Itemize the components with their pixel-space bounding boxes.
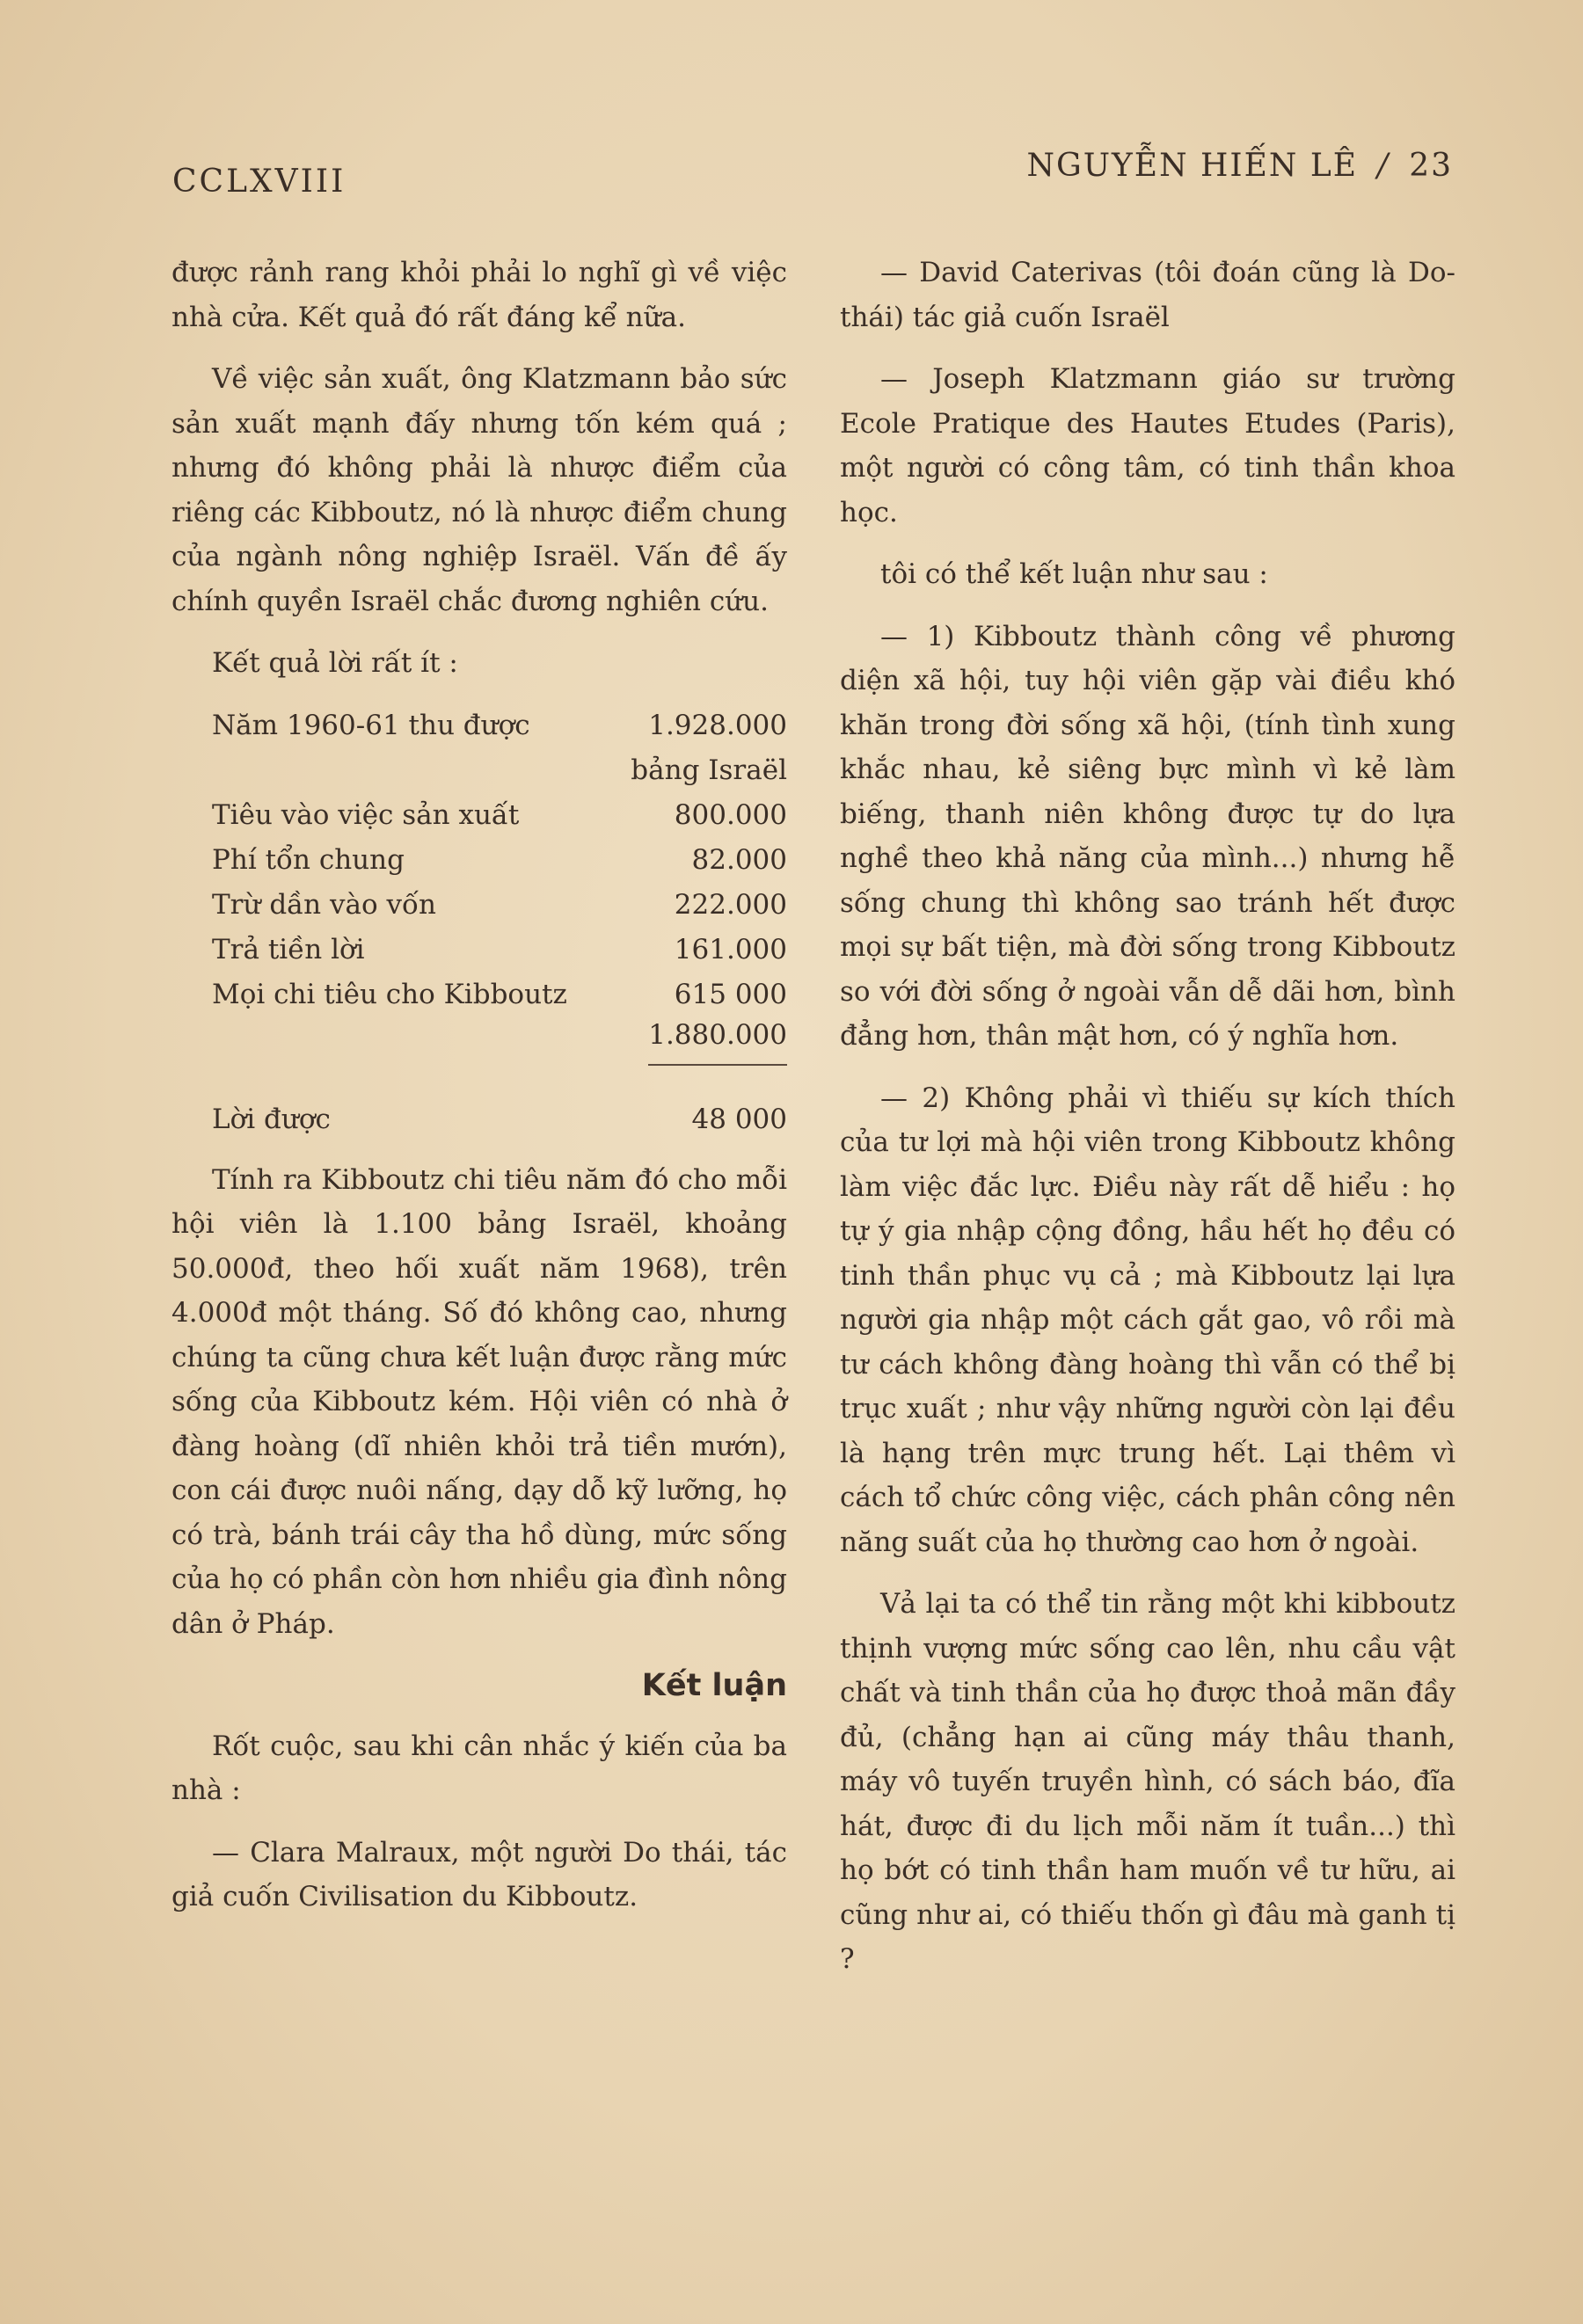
left-column — [171, 251, 787, 1937]
paragraph: — Clara Malraux, một người Do thái, tác giả cuốn Civilisation du Kibboutz. — [171, 1836, 787, 1912]
row-amount: 161.000 — [674, 933, 787, 965]
table-row — [212, 1097, 787, 1142]
row-label: Phí tổn chung — [212, 843, 405, 876]
page-header-author — [1026, 148, 1453, 184]
row-amount: 615 000 — [674, 978, 787, 1010]
row-amount: 1.880.000 — [648, 1013, 787, 1067]
row-amount: 1.928.000 — [648, 709, 787, 741]
row-amount: 222.000 — [674, 888, 787, 921]
paragraph: — David Caterivas (tôi đoán cũng là Do-thái) tác giả cuốn Israël — [840, 257, 1455, 333]
table-row — [212, 928, 787, 973]
paragraph: tôi có thể kết luận như sau : — [880, 558, 1268, 590]
table-row — [212, 973, 787, 1017]
section-heading: Kết luận — [641, 1668, 787, 1703]
row-label: Mọi chi tiêu cho Kibboutz — [212, 978, 567, 1010]
row-label: Năm 1960-61 thu được — [212, 709, 530, 741]
paragraph: Vả lại ta có thể tin rằng một khi kibboutz thịnh vượng mức sống cao lên, nhu cầu vật chất và tinh thần của họ được thoả mãn đầy đủ, (chẳng hạn ai cũng máy thâu thanh, máy vô tuyến truyền hình, có sách báo, đĩa hát, được đi du lịch mỗi năm ít tuần...) thì họ bớt có tinh thần ham muốn về tư hữu, ai cũng như ai, có thiếu thốn gì đâu mà ganh tị ? — [840, 1588, 1455, 1975]
header-separator: / — [1377, 148, 1390, 184]
paragraph: Rốt cuộc, sau khi cân nhắc ý kiến của ba nhà : — [171, 1730, 787, 1806]
paragraph: — Joseph Klatzmann giáo sư trường Ecole Pratique des Hautes Etudes (Paris), một người có công tâm, có tinh thần khoa học. — [840, 363, 1455, 528]
row-label: Lời được — [212, 1103, 331, 1135]
right-column — [840, 251, 1455, 2000]
paragraph: được rảnh rang khỏi phải lo nghĩ gì về việc nhà cửa. Kết quả đó rất đáng kể nữa. — [171, 257, 787, 333]
paragraph: Tính ra Kibboutz chi tiêu năm đó cho mỗi hội viên là 1.100 bảng Israël, khoảng 50.000đ, theo hối xuất năm 1968), trên 4.000đ một tháng. Số đó không cao, nhưng chúng ta cũng chưa kết luận được rằng mức sống của Kibboutz kém. Hội viên có nhà ở đàng hoàng (dĩ nhiên khỏi trả tiền mướn), con cái được nuôi nấng, dạy dỗ kỹ lưỡng, họ có trà, bánh trái cây tha hồ dùng, mức sống của họ có phần còn hơn nhiều gia đình nông dân ở Pháp. — [171, 1163, 787, 1640]
table-row — [212, 793, 787, 838]
accounting-table — [212, 703, 787, 1142]
page-header-roman-numeral: CCLXVIII — [172, 164, 347, 200]
row-label: Tiêu vào việc sản xuất — [212, 798, 520, 831]
row-label: Trả tiền lời — [212, 933, 365, 965]
row-amount: 800.000 — [674, 798, 787, 831]
paragraph: — 2) Không phải vì thiếu sự kích thích của tư lợi mà hội viên trong Kibboutz không làm việc đắc lực. Điều này rất dễ hiểu : họ tự ý gia nhập cộng đồng, hầu hết họ đều có tinh thần phục vụ cả ; mà Kibboutz lại lựa người gia nhập một cách gắt gao, vô rồi mà tư cách không đàng hoàng thì vẫn có thể bị trục xuất ; như vậy những người còn lại đều là hạng trên mực trung hết. Lại thêm vì cách tổ chức công việc, cách phân công nên năng suất của họ thường cao hơn ở ngoài. — [840, 1082, 1455, 1558]
table-row — [212, 703, 787, 748]
row-amount: 48 000 — [691, 1103, 787, 1135]
author-name: NGUYỄN HIẾN LÊ — [1026, 148, 1359, 184]
row-label: Trừ dần vào vốn — [212, 888, 436, 921]
paragraph: Kết quả lời rất ít : — [212, 647, 458, 679]
table-row-total — [212, 1017, 787, 1062]
paragraph: Về việc sản xuất, ông Klatzmann bảo sức sản xuất mạnh đấy nhưng tốn kém quá ; nhưng đó không phải là nhược điểm của riêng các Kibboutz, nó là nhược điểm chung của ngành nông nghiệp Israël. Vấn đề ấy chính quyền Israël chắc đương nghiên cứu. — [171, 363, 787, 617]
table-row — [212, 748, 787, 793]
page-number: 23 — [1409, 148, 1453, 184]
table-row — [212, 838, 787, 883]
row-amount: 82.000 — [691, 843, 787, 876]
row-amount: bảng Israël — [631, 754, 787, 786]
paragraph: — 1) Kibboutz thành công về phương diện xã hội, tuy hội viên gặp vài điều khó khăn trong đời sống xã hội, (tính tình xung khắc nhau, kẻ siêng bực mình vì kẻ làm biếng, thanh niên không được tự do lựa nghề theo khả năng của mình...) nhưng hễ sống chung thì không sao tránh hết được mọi sự bất tiện, mà đời sống trong Kibboutz so với đời sống ở ngoài vẫn dễ dãi hơn, bình đẳng hơn, thân mật hơn, có ý nghĩa hơn. — [840, 620, 1455, 1052]
table-row — [212, 883, 787, 928]
